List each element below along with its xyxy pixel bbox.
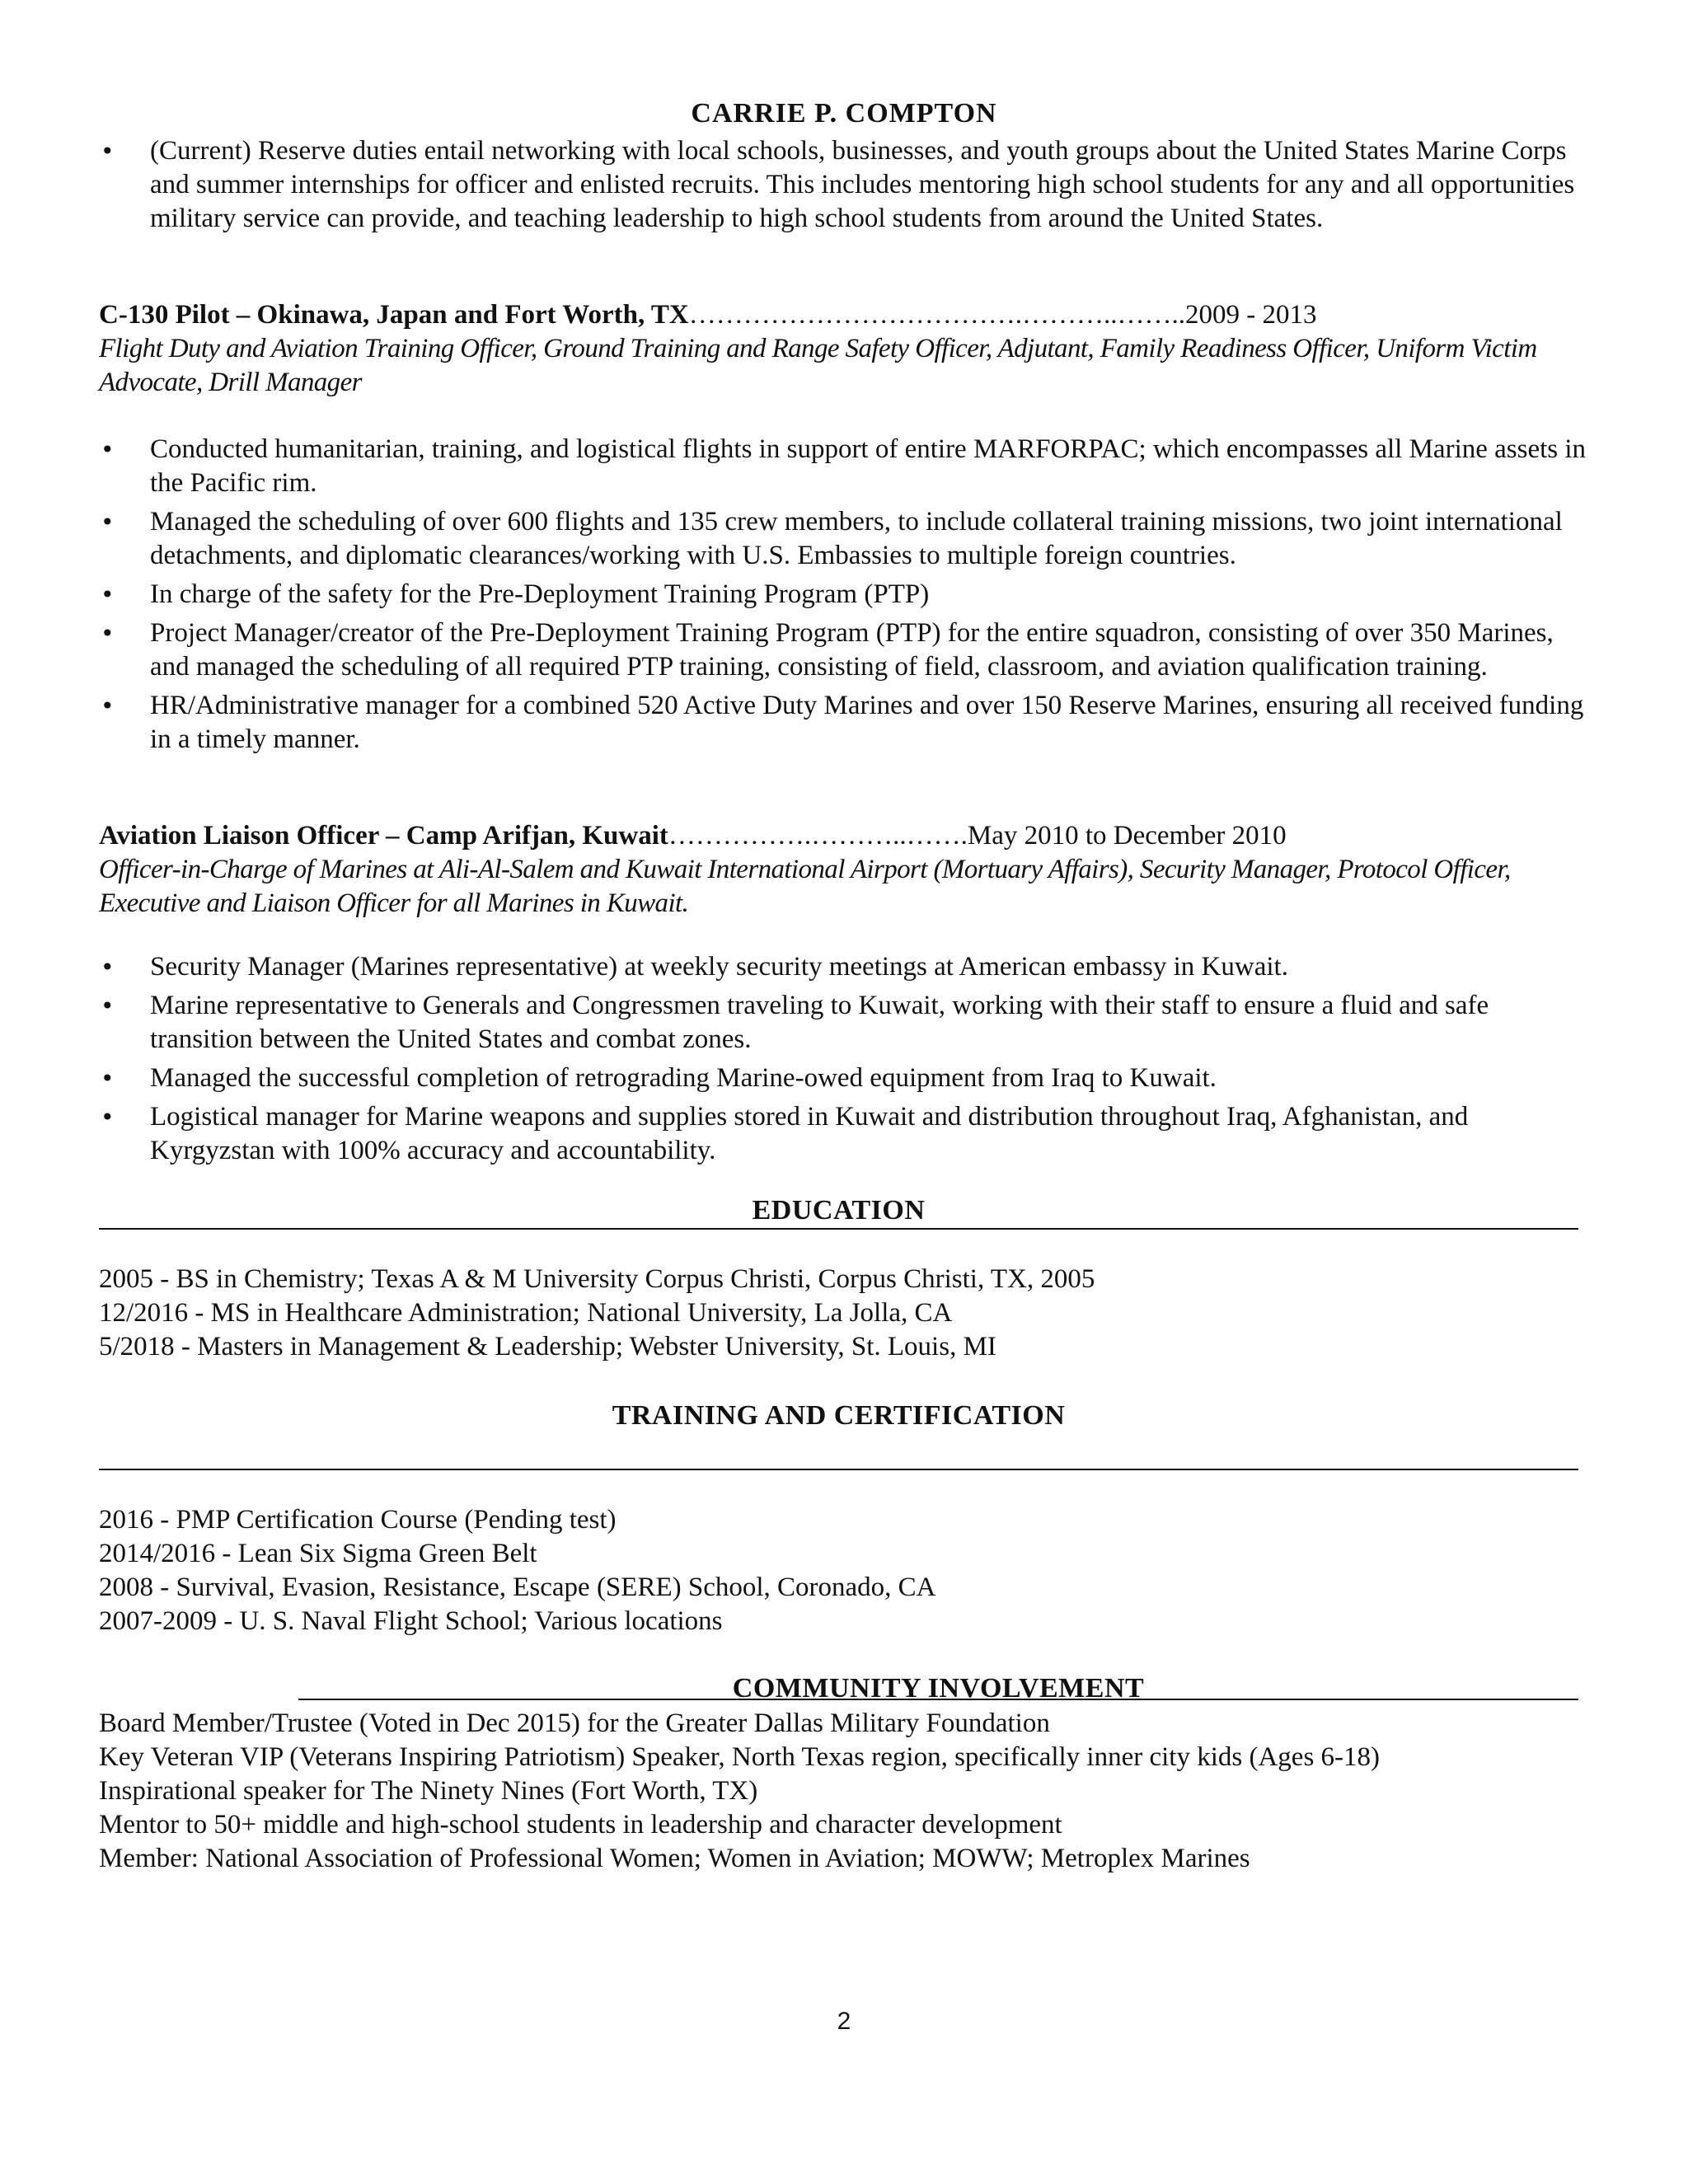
job-bullet: • Managed the scheduling of over 600 flights and 135 crew members, to include collateral training missions, two joint international detachments, and diplomatic clearances/working with U.S. Embassies to multiple foreign countries. bbox=[99, 505, 1591, 573]
job-title: Aviation Liaison Officer – Camp Arifjan, Kuwait bbox=[99, 821, 668, 851]
job-roles: Officer-in-Charge of Marines at Ali-Al-Salem and Kuwait International Airport (Mortuary Affairs), Security Manager, Protocol Officer, Executive and Liaison Officer for all Marines in Kuwait. bbox=[99, 855, 1511, 918]
job-dot-leader: …………….………..……. bbox=[668, 821, 968, 851]
community-item: Mentor to 50+ middle and high-school students in leadership and character development bbox=[99, 1810, 1062, 1840]
job-c130-bullets bbox=[99, 433, 1591, 762]
community-item: Board Member/Trustee (Voted in Dec 2015) for the Greater Dallas Military Foundation bbox=[99, 1708, 1050, 1738]
job-bullet: • Project Manager/creator of the Pre-Deployment Training Program (PTP) for the entire squadron, consisting of over 350 Marines, and managed the scheduling of all required PTP training, consisting of field, classroom, and aviation qualification training. bbox=[99, 616, 1591, 684]
education-item: 5/2018 - Masters in Management & Leadership; Webster University, St. Louis, MI bbox=[99, 1332, 996, 1361]
training-list bbox=[99, 1503, 1582, 1638]
intro-bullet: • (Current) Reserve duties entail networking with local schools, businesses, and youth groups about the United States Marine Corps and summer internships for officer and enlisted recruits. This includes mentoring high school students for any and all opportunities military service can provide, and teaching leadership to high school students from around the United States. bbox=[99, 134, 1591, 236]
community-item: Inspirational speaker for The Ninety Nines (Fort Worth, TX) bbox=[99, 1776, 758, 1806]
job-bullet: • Marine representative to Generals and Congressmen traveling to Kuwait, working with their staff to ensure a fluid and safe transition between the United States and combat zones. bbox=[99, 989, 1591, 1057]
job-bullet: • In charge of the safety for the Pre-Deployment Training Program (PTP) bbox=[99, 578, 1591, 612]
job-roles: Flight Duty and Aviation Training Officer, Ground Training and Range Safety Officer, Adjutant, Family Readiness Officer, Uniform Victim Advocate, Drill Manager bbox=[99, 334, 1537, 397]
job-bullet-list bbox=[99, 433, 1591, 757]
job-bullet-list bbox=[99, 950, 1591, 1168]
education-item: 12/2016 - MS in Healthcare Administration; National University, La Jolla, CA bbox=[99, 1298, 953, 1328]
community-item: Key Veteran VIP (Veterans Inspiring Patriotism) Speaker, North Texas region, specifically inner city kids (Ages 6-18) bbox=[99, 1742, 1381, 1772]
page-number: 2 bbox=[837, 2008, 851, 2035]
job-bullet: • Conducted humanitarian, training, and logistical flights in support of entire MARFORPAC; which encompasses all Marine assets in the Pacific rim. bbox=[99, 433, 1591, 500]
intro-section bbox=[99, 134, 1591, 241]
job-dates: 2009 - 2013 bbox=[1184, 300, 1317, 330]
education-heading: EDUCATION bbox=[752, 1195, 926, 1226]
job-header bbox=[99, 819, 1582, 853]
job-bullet: • Security Manager (Marines representative) at weekly security meetings at American embassy in Kuwait. bbox=[99, 950, 1591, 984]
job-dot-leader: ……………………………….………..…….. bbox=[688, 300, 1185, 330]
job-dates: May 2010 to December 2010 bbox=[967, 821, 1287, 851]
job-c130-pilot bbox=[99, 298, 1582, 400]
job-aviation-liaison bbox=[99, 819, 1582, 921]
job-aviation-bullets bbox=[99, 950, 1591, 1173]
training-heading: TRAINING AND CERTIFICATION bbox=[612, 1400, 1066, 1431]
community-list bbox=[99, 1707, 1582, 1876]
job-bullet: • Managed the successful completion of retrograding Marine-owed equipment from Iraq to Kuwait. bbox=[99, 1062, 1591, 1095]
community-heading: COMMUNITY INVOLVEMENT bbox=[732, 1673, 1145, 1704]
education-item: 2005 - BS in Chemistry; Texas A & M University Corpus Christi, Corpus Christi, TX, 2005 bbox=[99, 1264, 1095, 1294]
community-item: Member: National Association of Professional Women; Women in Aviation; MOWW; Metroplex Marines bbox=[99, 1844, 1250, 1873]
training-item: 2016 - PMP Certification Course (Pending test) bbox=[99, 1505, 617, 1535]
training-rule bbox=[99, 1469, 1578, 1470]
training-item: 2008 - Survival, Evasion, Resistance, Escape (SERE) School, Coronado, CA bbox=[99, 1572, 936, 1602]
education-list bbox=[99, 1263, 1582, 1364]
candidate-name: CARRIE P. COMPTON bbox=[691, 98, 997, 129]
job-title: C-130 Pilot – Okinawa, Japan and Fort Worth, TX bbox=[99, 300, 689, 330]
job-bullet: • HR/Administrative manager for a combined 520 Active Duty Marines and over 150 Reserve Marines, ensuring all received funding in a timely manner. bbox=[99, 689, 1591, 757]
education-rule bbox=[99, 1228, 1578, 1230]
job-bullet: • Logistical manager for Marine weapons and supplies stored in Kuwait and distribution throughout Iraq, Afghanistan, and Kyrgyzstan with 100% accuracy and accountability. bbox=[99, 1100, 1591, 1168]
training-item: 2007-2009 - U. S. Naval Flight School; Various locations bbox=[99, 1606, 723, 1636]
job-header bbox=[99, 298, 1582, 332]
training-item: 2014/2016 - Lean Six Sigma Green Belt bbox=[99, 1539, 537, 1568]
community-rule bbox=[298, 1699, 1578, 1700]
intro-bullet-list bbox=[99, 134, 1591, 236]
